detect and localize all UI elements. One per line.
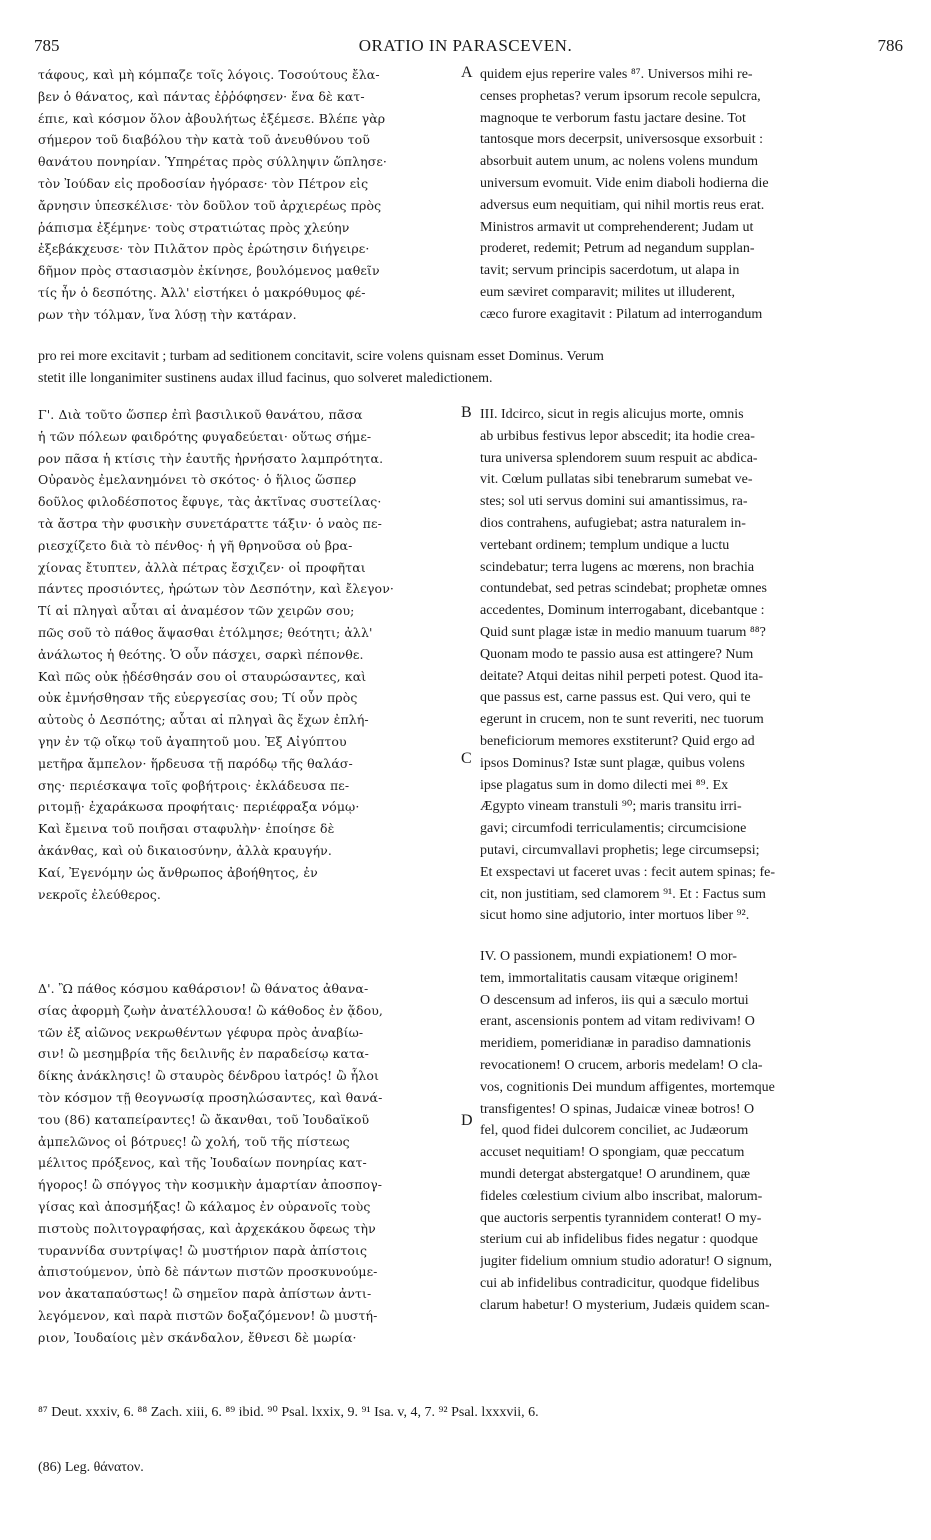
text-line: ρων τὴν τόλμαν, ἵνα λύσῃ τὴν κατάραν. [38,306,297,322]
text-line: τὰ ἄστρα τὴν φυσικὴν συνετάραττε τάξιν· ὁ ναὸς πε- [38,515,382,531]
text-line: cæco furore exagitavit : Pilatum ad interrogandum [480,306,763,322]
text-line: έπιε, καὶ κόσμον ὅλον ἀβουλήτως ἐξέμεσε. Βλέπε γὰρ [38,110,386,126]
text-line: transfigentes! O spinas, Judaicæ vineæ botros! O [480,1101,755,1117]
margin-letter-a: A [461,64,473,81]
text-line: dios contrahens, aufugiebat; astra naturalem in- [480,515,746,531]
text-line: σης· περιέσκαψα τοῖς φοβήτροις· ἐκλάδευσα πε- [38,777,350,793]
text-line: νον ἀκαταπαύστως! ὢ σημεῖον παρὰ ἀπίστων ἀντι- [38,1286,372,1302]
editorial-note: (86) Leg. θάνατον. [38,1460,144,1475]
text-line: Ægypto vineam transtuli ⁹⁰; maris transitu irri- [480,799,742,815]
text-line: tantosque mors decerpsit, universosque exsorbuit : [480,132,764,148]
text-line: absorbuit autem unum, ac nolens volens mundum [480,154,759,170]
margin-letter-c: C [461,750,472,767]
text-line: τὸν κόσμον τῇ θεογνωσίᾳ προσηλώσαντες, καὶ θανά- [38,1089,383,1105]
text-line: gavi; circumfodi terriculamentis; circumcisione [480,821,747,837]
text-line: IV. O passionem, mundi expiationem! O mor- [480,949,737,964]
text-line: Et exspectavi ut faceret uvas : fecit autem spinas; fe- [480,864,776,880]
text-line: ipsos Dominus? Istæ sunt plagæ, quibus volens [480,755,745,771]
text-line: ριεσχίζετο διὰ τὸ πένθος· ἡ γῆ θρηνοῦσα οὐ βρα- [38,537,353,553]
text-line: sterium cui ab infidelibus fides negatur : quodque [480,1232,758,1248]
text-line: contundebat, sed petras scindebat; prophetæ omnes [480,581,767,597]
text-line: vertebant ordinem; templum undique a luctu [480,537,730,553]
text-line: tavit; servum principis sacerdotum, ut alapa in [480,263,740,279]
greek-column-top [38,64,458,326]
text-line: tura universa splendorem suum respuit ac abdica- [480,450,758,466]
page-number-left: 785 [34,36,60,55]
text-line: ipse plagatus sum in domo dilecti mei ⁸⁹. Ex [480,777,729,793]
text-line: censes prophetas? verum ipsorum recole sepulcra, [480,88,761,104]
text-line: III. Idcirco, sicut in regis alicujus morte, omnis [480,407,744,422]
text-line: fel, quod fidei dulcorem conciliet, ac Judæorum [480,1123,749,1139]
latin-column-section-3 [480,404,895,927]
text-line: sicut homo sine adjutorio, inter mortuos liber ⁹². [480,908,750,924]
text-line: τάφους, καὶ μὴ κόμπαζε τοῖς λόγοις. Τοσούτους ἔλα- [38,67,380,82]
text-line: ριτομῇ· ἐχαράκωσα προφήταις· περιέφραξα νόμῳ· [38,799,360,815]
text-line: Καὶ πῶς οὐκ ᾐδέσθησάν σου οἱ σταυρώσαντες, καὶ [38,668,367,684]
text-line: cui ab infidelibus contradicitur, quodque fidelibus [480,1275,760,1291]
latin-column-section-4 [480,946,895,1317]
margin-letter-d: D [461,1112,473,1129]
text-line: beneficiorum memores exstiterunt? Quid ergo ad [480,733,755,749]
text-line: proderet, redemit; Petrum ad negandum supplan- [480,241,755,257]
text-line: του (86) καταπείραντες! ὢ ἄκανθαι, τοῦ Ἰουδαϊκοῦ [38,1111,370,1127]
text-line: universum evomuit. Vide enim diaboli hodierna die [480,175,769,191]
text-line: vit. Cœlum pullatas sibi tenebrarum sumebat ve- [480,472,753,488]
latin-full-width-paragraph [38,346,898,390]
text-line: δίκης ἀνάκλησις! ὢ σταυρὸς δένδρου ἰατρός! ὢ ἧλοι [38,1068,379,1084]
text-line: deitate? Atqui deitas nihil perpeti potest. Quod ita- [480,668,764,684]
text-line: ἀμπελῶνος οἱ βότρυες! ὢ χολή, τοῦ τῆς πίστεως [38,1133,350,1149]
text-line: putavi, circumvallavi prophetis; lege circumsepsi; [480,842,760,858]
text-line: μετῆρα ἄμπελον· ἥρδευσα τῇ παρόδῳ τῆς θαλάσ- [38,755,353,771]
text-line: Γ'. Διὰ τοῦτο ὥσπερ ἐπὶ βασιλικοῦ θανάτου, πᾶσα [38,407,363,422]
text-line: τίς ἦν ὁ δεσπότης. Ἀλλ' εἰστήκει ὁ μακρόθυμος φέ- [38,284,366,300]
text-line: ab urbibus festivus lepor abscedit; ita hodie crea- [480,428,755,444]
latin-column-top [480,64,895,326]
text-line: τυραννίδα συντρίψας! ὢ μυστήριον παρὰ ἀπίστοις [38,1242,368,1258]
text-line: σήμερον τοῦ διαβόλου τὴν κατὰ τοῦ ἀνευθύνου τοῦ [38,132,370,148]
text-line: πιστοὺς πολιτογραφήσας, καὶ ἀρχεκάκου ὄφεως τὴν [38,1220,376,1236]
running-title: ORATIO IN PARASCEVEN. [358,36,573,55]
text-line: θανάτου πονηρίαν. Ὑπηρέτας πρὸς σύλληψιν ὥπλησε· [38,154,387,170]
text-line: Οὐρανὸς ἐμελανημόνει τὸ σκότος· ὁ ἥλιος ὥσπερ [38,472,357,488]
text-line: οὐκ ἐμνήσθησαν τῆς εὐεργεσίας σου; Τί οὖν πρὸς [38,690,358,706]
text-line: Quonam modo te passio ausa est attingere? Num [480,646,754,662]
text-line: ἀκάνθας, καὶ οὐ δικαιοσύνην, ἀλλὰ κραυγήν. [38,842,332,858]
text-line: Δ'. Ὢ πάθος κόσμου καθάρσιον! ὢ θάνατος ἀθανα- [38,981,369,996]
text-line: scindebatur; terra lugens ac mœrens, non brachia [480,559,755,575]
text-line: ρον πᾶσα ἡ κτίσις τὴν ἑαυτῆς ἠρνήσατο λαμπρότητα. [38,450,384,466]
text-line: Καὶ ἔμεινα τοῦ ποιῆσαι σταφυλὴν· ἐποίησε δὲ [38,821,335,837]
text-line: ριον, Ἰουδαίοις μὲν σκάνδαλον, ἔθνεσι δὲ μωρία· [38,1329,357,1345]
text-line: αὐτοὺς ὁ Δεσπότης; αὗται αἱ πληγαὶ ἃς ἔχων ἐπλή- [38,712,369,728]
text-line: χίονας ἔτυπτεν, ἀλλὰ πέτρας ἔσχιζεν· οἱ προφῆται [38,559,366,575]
text-line: accuset nequitiam! O spongiam, quæ peccatum [480,1145,745,1161]
text-line: Quid sunt plagæ istæ in medio manuum tuarum ⁸⁸? [480,624,766,640]
text-line: mundi detergat abstergatque! O arundinem, quæ [480,1166,751,1182]
margin-letter-b: B [461,404,472,421]
text-line: πάντες προσιόντες, ἠρώτων τὸν Δεσπότην, καὶ ἔλεγον· [38,581,394,597]
text-line: μέλιτος πρόξενος, καὶ τῆς Ἰουδαίων πονηρίας κατ- [38,1155,367,1171]
text-line: Τί αἱ πληγαὶ αὗται αἱ ἀναμέσον τῶν χειρῶν σου; [38,603,355,619]
text-line: γίσας καὶ ἀποσμήξας! ὢ κάλαμος ἐν οὐρανοῖς τοὺς [38,1198,371,1214]
text-line: ἀπιστούμενον, ὑπὸ δὲ πάντων πιστῶν προσκυνούμε- [38,1264,378,1280]
text-line: egerunt in crucem, non te sunt reveriti, nec tuorum [480,712,764,728]
text-line: jugiter fidelium omnium studio adoratur! O signum, [480,1254,773,1270]
text-line: νεκροῖς ἐλεύθερος. [38,886,161,902]
text-line: quidem ejus reperire vales ⁸⁷. Universos mihi re- [480,67,753,82]
text-line: σιν! ὢ μεσημβρία τῆς δειλινῆς ἐν παραδείσῳ κατα- [38,1046,369,1062]
text-line: pro rei more excitavit ; turbam ad seditionem concitavit, scire volens quisnam esset Dominus. Verum [38,349,604,364]
text-line: que passus est, carne passus est. Qui vero, qui te [480,690,751,706]
text-line: ἐξεβάκχευσε· τὸν Πιλᾶτον πρὸς ἐρώτησιν διήγειρε· [38,241,370,257]
footnotes-references: ⁸⁷ Deut. xxxiv, 6. ⁸⁸ Zach. xiii, 6. ⁸⁹ ibid. ⁹⁰ Psal. lxxix, 9. ⁹¹ Isa. v, 4, 7. ⁹² Psal. lxxxvii, 6. [38,1405,539,1420]
text-line: eum sæviret comparavit; milites ut illuderent, [480,284,736,300]
greek-column-section-3 [38,404,458,905]
text-line: fideles cœlestium civium albo inscribat, malorum- [480,1188,763,1204]
text-line: λεγόμενον, καὶ παρὰ πιστῶν δοξαζόμενον! ὢ μυστή- [38,1307,378,1323]
text-line: vos, cognitionis Dei mundum affigentes, mortemque [480,1079,775,1095]
text-line: ἡ τῶν πόλεων φαιδρότης φυγαδεύεται· οὕτως σήμε- [38,428,372,444]
text-line: adversus eum nequitiam, qui nihil mortis reus erat. [480,197,765,213]
text-line: meridiem, pomeridianæ in paradiso damnationis [480,1036,751,1052]
text-line: πῶς σοῦ τὸ πάθος ἅψασθαι ἐτόλμησε; θεότητι; ἀλλ' [38,624,373,640]
text-line: ήγορος! ὢ σπόγγος τὴν κοσμικὴν ἁμαρτίαν ἀποσπογ- [38,1177,383,1193]
text-line: τῶν ἐξ αἰῶνος νεκρωθέντων γέφυρα πρὸς ἀναβίω- [38,1024,364,1040]
greek-column-section-4 [38,978,458,1349]
text-line: τὸν Ἰούδαν εἰς προδοσίαν ἠγόρασε· τὸν Πέτρον εἰς [38,175,369,191]
text-line: stetit ille longanimiter sustinens audax illud facinus, quo solveret maledictionem. [38,370,493,386]
text-line: Ministros armavit ut comprehenderent; Judam ut [480,219,754,235]
text-line: γην ἐν τῷ οἴκῳ τοῦ ἀγαπητοῦ μου. Ἐξ Αἰγύπτου [38,733,347,749]
text-line: magnoque te verborum fastu jactare desine. Tot [480,110,746,126]
text-line: tem, immortalitatis causam vitæque originem! [480,970,739,986]
text-line: βεν ὁ θάνατος, καὶ πάντας ἐῤῥόφησεν· ἕνα δὲ κατ- [38,88,365,104]
text-line: cit, non justitiam, sed clamorem ⁹¹. Et : Factus sum [480,886,766,902]
text-line: accedentes, Dominum interrogabant, dicebantque : [480,603,765,619]
text-line: ἀνάλωτος ἡ θεότης. Ὁ οὖν πάσχει, σαρκὶ πέπονθε. [38,646,364,662]
text-line: σίας ἀφορμὴ ζωὴν ἀνατέλλουσα! ὢ κάθοδος ἐν ᾅδου, [38,1002,383,1018]
text-line: que auctoris serpentis tyrannidem conterat! O my- [480,1210,762,1226]
text-line: δοῦλος φιλοδέσποτος ἔφυγε, τὰς ἀκτῖνας συστείλας· [38,494,382,510]
text-line: stes; sol uti servus domini sui amantissimus, ra- [480,494,748,510]
page-header [0,36,931,60]
text-line: erant, ascensionis pontem ad vitam redivivam! O [480,1014,755,1030]
text-line: ῥάπισμα ἐξέμηνε· τοὺς στρατιώτας πρὸς χλεύην [38,219,350,235]
text-line: ἄρνησιν ὑπεσκέλισε· τὸν δοῦλον τοῦ ἀρχιερέως πρὸς [38,197,382,213]
page-number-right: 786 [877,36,903,55]
text-line: O descensum ad inferos, iis qui a sæculo mortui [480,992,749,1008]
text-line: δῆμον πρὸς στασιασμὸν ἐκίνησε, βουλόμενος μαθεῖν [38,263,380,279]
text-line: revocationem! O crucem, arboris medelam! O cla- [480,1057,763,1073]
text-line: Καί, Ἐγενόμην ὡς ἄνθρωπος ἀβοήθητος, ἐν [38,864,318,880]
text-line: clarum habetur! O mysterium, Judæis quidem scan- [480,1297,770,1313]
